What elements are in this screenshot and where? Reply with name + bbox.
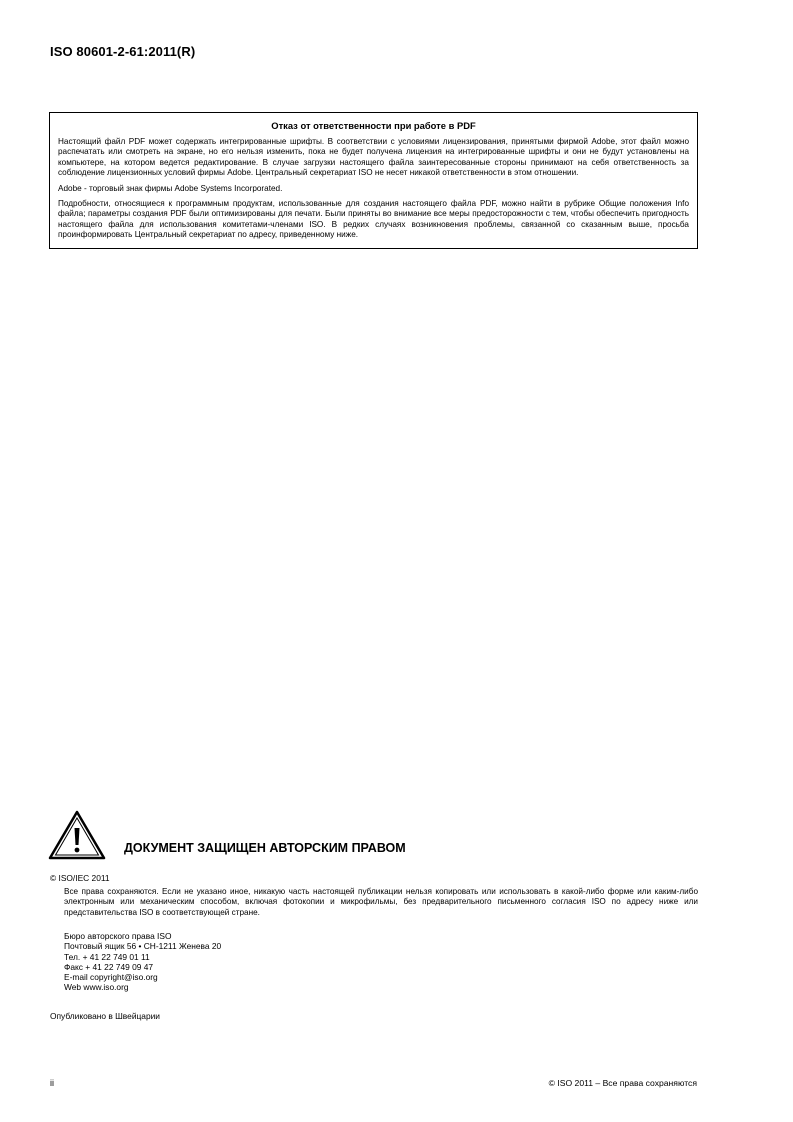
iso-contact-block: [64, 931, 221, 993]
document-code: ISO 80601-2-61:2011(R): [50, 44, 196, 59]
contact-phone: Тел. + 41 22 749 01 11: [64, 951, 150, 962]
footer-copyright: © ISO 2011 – Все права сохраняются: [548, 1078, 697, 1088]
disclaimer-title: Отказ от ответственности при работе в PDF: [271, 120, 476, 131]
disclaimer-paragraph-fonts: Настоящий файл PDF может содержать интегрированные шрифты. В соответствии с условиями лицензирования, принятыми фирмой Adobe, этот файл можно распечатать или смотреть на экране, но его нельзя изменить, пока не будет получена лицензия на интегрированные шрифты и они не будут установлены на компьютере, на котором ведется редактирование. В случае загрузки настоящего файла заинтересованные стороны принимают на себя ответственность за соблюдение лицензионных условий фирмы Adobe. Центральный секретариат ISO не несет никакой ответственности в этом отношении.: [58, 137, 689, 178]
disclaimer-paragraph-details: Подробности, относящиеся к программным продуктам, использованные для создания настоящего файла PDF, можно найти в рубрике Общие положения Info файла; параметры создания PDF были оптимизированы для печати. Были приняты во внимание все меры предосторожности с тем, чтобы обеспечить пригодность настоящего файла для использования комитетами-членами ISO. В редких случаях возникновения проблемы, связанной со сказанным выше, просьба проинформировать Центральный секретариат по адресу, приведенному ниже.: [58, 199, 689, 240]
contact-web: Web www.iso.org: [64, 982, 129, 993]
contact-fax: Факс + 41 22 749 09 47: [64, 961, 154, 972]
contact-postal-address: Почтовый ящик 56 • CH-1211 Женева 20: [64, 941, 222, 952]
iso-iec-notice: © ISO/IEC 2011: [50, 873, 110, 883]
copyright-protected-heading: ДОКУМЕНТ ЗАЩИЩЕН АВТОРСКИМ ПРАВОМ: [124, 841, 406, 855]
all-rights-reserved-text: Все права сохраняются. Если не указано иное, никакую часть настоящей публикации нельзя копировать или использовать в какой-либо форме или каким-либо электронным или механическим способом, включая фотокопии и микрофильмы, без предварительного письменного согласия ISO по адресу ниже или представительства ISO в соответствующей стране.: [64, 887, 698, 917]
contact-office: Бюро авторского права ISO: [64, 931, 172, 941]
pdf-disclaimer-box: [49, 112, 698, 249]
page-number: ii: [50, 1078, 54, 1088]
contact-email: E-mail copyright@iso.org: [64, 972, 158, 983]
warning-triangle-icon: [48, 810, 106, 860]
published-in-switzerland: Опубликовано в Швейцарии: [50, 1011, 160, 1021]
disclaimer-paragraph-trademark: Adobe - торговый знак фирмы Adobe Systems Incorporated.: [58, 183, 283, 193]
